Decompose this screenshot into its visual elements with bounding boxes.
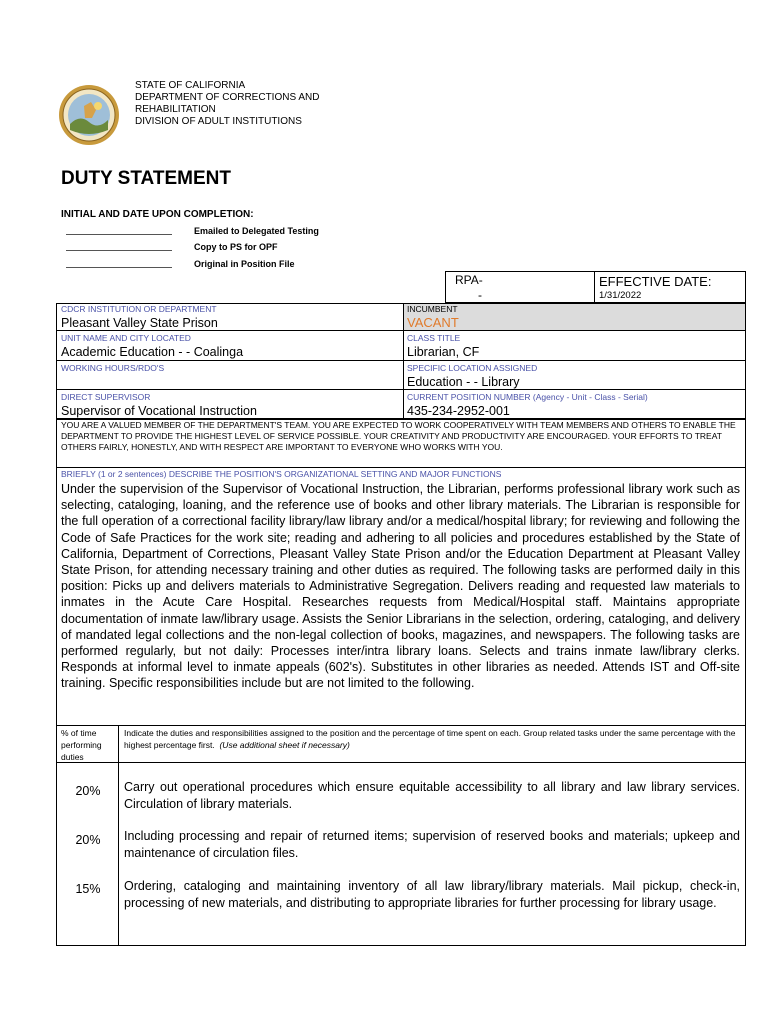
class-title-label: CLASS TITLE <box>407 333 461 343</box>
position-number-value[interactable]: 435-234-2952-001 <box>407 404 510 418</box>
state-seal-icon <box>58 84 120 146</box>
position-number-label: CURRENT POSITION NUMBER (Agency - Unit - Class - Serial) <box>407 392 648 402</box>
supervisor-label: DIRECT SUPERVISOR <box>61 392 151 402</box>
agency-line: REHABILITATION <box>135 104 216 115</box>
summary-label: BRIEFLY (1 or 2 sentences) DESCRIBE THE POSITION'S ORGANIZATIONAL SETTING AND MAJOR FUNCTIONS <box>61 469 502 479</box>
duty-description[interactable]: Carry out operational procedures which ensure equitable accessibility to all library and law library services. Circulation of library materials. <box>124 780 740 811</box>
agency-line: DIVISION OF ADULT INSTITUTIONS <box>135 116 302 127</box>
location-label: SPECIFIC LOCATION ASSIGNED <box>407 363 538 373</box>
unit-label: UNIT NAME AND CITY LOCATED <box>61 333 191 343</box>
agency-line: DEPARTMENT OF CORRECTIONS AND <box>135 92 320 103</box>
supervisor-value[interactable]: Supervisor of Vocational Instruction <box>61 404 257 418</box>
initial-row-file[interactable]: Original in Position File <box>66 259 295 269</box>
duty-percent[interactable]: 20% <box>75 784 101 798</box>
duty-description[interactable]: Ordering, cataloging and maintaining inventory of all law library/library materials. Mail pickup, check-in, processing of new materials, and distributing to appropriate libraries for further processing for library usage. <box>124 879 740 910</box>
incumbent-label: INCUMBENT <box>407 304 458 314</box>
unit-value[interactable]: Academic Education - - Coalinga <box>61 345 244 359</box>
duty-percent[interactable]: 20% <box>75 833 101 847</box>
class-title-value[interactable]: Librarian, CF <box>407 345 480 359</box>
agency-header <box>135 80 319 128</box>
page-title: DUTY STATEMENT <box>61 168 231 189</box>
initial-row-opf[interactable]: Copy to PS for OPF <box>66 242 278 252</box>
initial-date-title: INITIAL AND DATE UPON COMPLETION: <box>61 209 254 220</box>
agency-line: STATE OF CALIFORNIA <box>135 80 246 91</box>
location-value[interactable]: Education - - Library <box>407 375 520 389</box>
duties-instructions: Indicate the duties and responsibilities assigned to the position and the percentage of time spent on each. Group related tasks under the same percentage with the highest percentage first. (Use additional sheet if necessary) <box>124 728 736 750</box>
rpa-value[interactable]: - <box>478 288 482 302</box>
incumbent-value[interactable]: VACANT <box>407 315 459 330</box>
rpa-label: RPA- <box>455 273 483 287</box>
pct-time-header: % of time performing duties <box>61 728 102 762</box>
duties-section-border <box>56 419 746 946</box>
institution-value[interactable]: Pleasant Valley State Prison <box>61 316 218 330</box>
working-hours-label: WORKING HOURS/RDO'S <box>61 363 165 373</box>
duty-description[interactable]: Including processing and repair of returned items; supervision of reserved books and materials; upkeep and maintenance of circulation files. <box>124 829 740 860</box>
institution-label: CDCR INSTITUTION OR DEPARTMENT <box>61 304 217 314</box>
effective-date-label: EFFECTIVE DATE: <box>599 274 712 289</box>
initial-row-testing[interactable]: Emailed to Delegated Testing <box>66 226 319 236</box>
position-summary[interactable]: Under the supervision of the Supervisor of Vocational Instruction, the Librarian, performs professional library work such as selecting, cataloging, loaning, and the reference use of books and other library materials. The Librarian is responsible for the full operation of a correctional facility library/law library and/or a medical/hospital library; for reviewing and following the Code of Safe Practices for the work site; reading and adhering to all policies and procedures established by the State of California, Department of Corrections, Pleasant Valley State Prison and/or the Education Department at Pleasant Valley State Prison, for attending necessary training and other duties as required. The following tasks are performed daily in this position: Picks up and delivers materials to Administrative Segregation. Delivers reading and requested law materials to inmates in the Acute Care Hospital. Researches requests from Medical/Hospital staff. Maintains appropriate documentation of inmate law/library usage. Assists the Senior Librarians in the selection, ordering, cataloging, and delivery of mandated legal collections and the non-legal collection of books, magazines, and newspapers. The following tasks are performed regularly, but not daily: Processes inter/intra library loans. Selects and trains inmate law/library clerks. Responds at informal level to inmate appeals (602's). Substitutes in other libraries as needed. Attends IST and Off-site training. Specific responsibilities include but are not limited to the following. <box>61 482 740 691</box>
duty-percent[interactable]: 15% <box>75 882 101 896</box>
team-notice: YOU ARE A VALUED MEMBER OF THE DEPARTMENT'S TEAM. YOU ARE EXPECTED TO WORK COOPERATIVELY WITH TEAM MEMBERS AND OTHERS TO ENABLE THE DEPARTMENT TO PROVIDE THE HIGHEST LEVEL OF SERVICE POSSIBLE. YOUR CREATIVITY AND PRODUCTIVITY ARE ENCOURAGED. YOUR EFFORTS TO TREAT OTHERS FAIRLY, HONESTLY, AND WITH RESPECT ARE IMPORTANT TO EVERYONE WHO WORKS WITH YOU. <box>61 420 736 452</box>
effective-date-value[interactable]: 1/31/2022 <box>599 290 642 301</box>
